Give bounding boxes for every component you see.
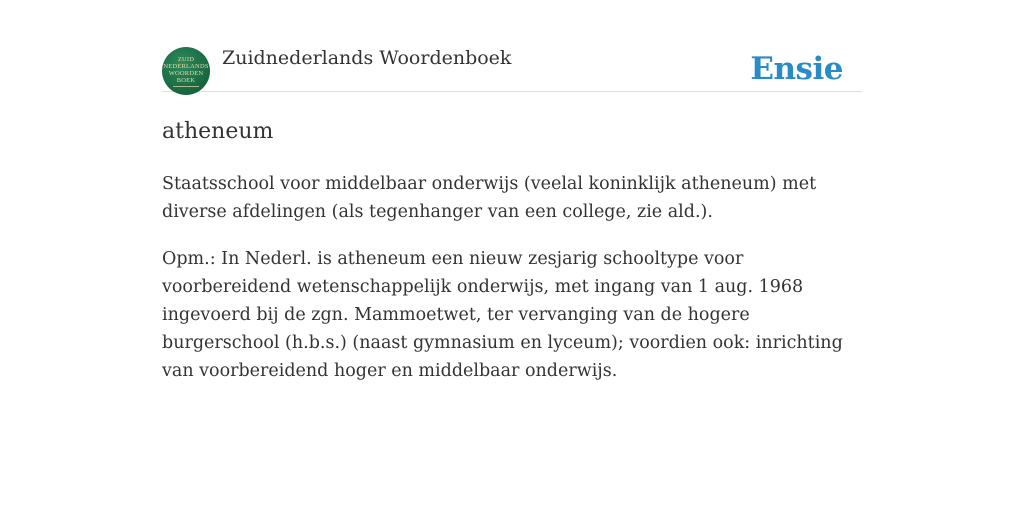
page-container xyxy=(162,44,862,385)
dictionary-logo[interactable] xyxy=(162,47,210,95)
logo-text-line-4: BOEK xyxy=(176,76,196,84)
ensie-brand-link[interactable]: Ensie xyxy=(750,51,843,87)
entry-definition: Staatsschool voor middelbaar onderwijs (veelal koninklijk atheneum) met diverse afdelingen (als tegenhanger van een college, zie ald.). xyxy=(162,174,817,222)
logo-rule xyxy=(173,86,199,87)
dictionary-title[interactable]: Zuidnederlands Woordenboek xyxy=(222,47,512,69)
logo-text-line-1: ZUID xyxy=(177,55,195,63)
entry-note: Opm.: In Nederl. is atheneum een nieuw zesjarig schooltype voor voorbereidend wetenschappelijk onderwijs, met ingang van 1 aug. 1968 ingevoerd bij de zgn. Mammoetwet, ter vervanging van de hogere burgerschool (h.b.s.) (naast gymnasium en lyceum); voordien ook: inrichting van voorbereidend hoger en middelbaar onderwijs. xyxy=(162,249,843,381)
entry-headword: atheneum xyxy=(162,119,274,144)
logo-text-line-3: WOORDEN xyxy=(168,69,204,77)
logo-text-line-2: NEDERLANDS xyxy=(163,62,209,70)
page-header xyxy=(162,44,862,92)
